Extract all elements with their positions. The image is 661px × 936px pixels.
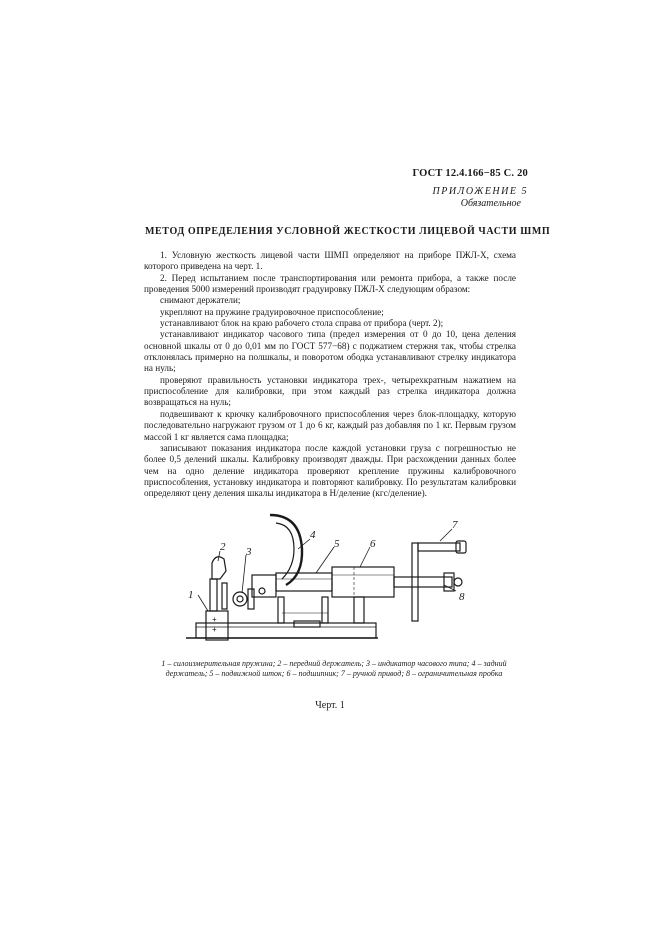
- figure-title: Черт. 1: [315, 700, 345, 711]
- list-item: проверяют правильность установки индикатора трех-, четырехкратным нажатием на приспособление для калибровки, при этом каждый раз стрелка индикатора должна возвращаться на нуль;: [144, 374, 516, 408]
- section-title: МЕТОД ОПРЕДЕЛЕНИЯ УСЛОВНОЙ ЖЕСТКОСТИ ЛИЦЕВОЙ ЧАСТИ ШМП: [145, 226, 551, 237]
- paragraph: 1. Условную жесткость лицевой части ШМП определяют на приборе ПЖЛ-Х, схема которого приведена на черт. 1.: [144, 250, 516, 272]
- svg-text:+: +: [212, 615, 217, 624]
- list-item: устанавливают блок на краю рабочего стола справа от прибора (черт. 2);: [160, 318, 444, 329]
- figure-caption: 1 – силоизмерительная пружина; 2 – передний держатель; 3 – индикатор часового типа; 4 – задний держатель; 5 – подвижной шток; 6 – подшипник; 7 – ручной привод; 8 – ограничительная пробка: [161, 659, 507, 678]
- device-drawing: [182, 505, 482, 655]
- paragraph: 2. Перед испытанием после транспортирования или ремонта прибора, а также после проведения 5000 измерений производят градуировку ПЖЛ-Х следующим образом:: [144, 272, 516, 295]
- list-item: записывают показания индикатора после каждой установки груза с погрешностью не более 0,5 делений шкалы. Калибровку производят дважды. При расхождении данных более чем на одно деление индикатора проверяют крепление пружины калибровочного приспособления, установку индикатора и повторяют калибровку. По результатам калибровки определяют цену деления шкалы индикатора в Н/деление (кгс/деление).: [144, 442, 516, 499]
- svg-text:+: +: [212, 625, 217, 634]
- figure-label-1: 1: [188, 589, 194, 601]
- list-item: подвешивают к крючку калибровочного приспособления через блок-площадку, которую последовательно нагружают грузом от 1 до 6 кг, каждый раз добавляя по 1 кг. Первым грузом массой 1 кг является сама площадка;: [144, 408, 516, 442]
- figure-label-5: 5: [334, 538, 340, 550]
- figure-label-4: 4: [310, 529, 316, 541]
- page-header: ГОСТ 12.4.166−85 С. 20: [412, 168, 528, 179]
- list-item: снимают держатели;: [160, 295, 241, 306]
- figure-label-3: 3: [246, 546, 252, 558]
- figure-label-2: 2: [220, 541, 226, 553]
- body-text: [144, 250, 516, 500]
- figure-label-8: 8: [459, 591, 465, 603]
- appendix-status: Обязательное: [460, 198, 521, 209]
- appendix-label: ПРИЛОЖЕНИЕ 5: [432, 186, 528, 197]
- figure-label-6: 6: [370, 538, 376, 550]
- figure-label-7: 7: [452, 519, 458, 531]
- list-item: укрепляют на пружине градуировочное приспособление;: [160, 306, 384, 317]
- list-item: устанавливают индикатор часового типа (предел измерения от 0 до 10, цена деления основной шкалы от 0 до 0,01 мм по ГОСТ 577−68) с поджатием стержня так, чтобы стрелка отклонялась примерно на полшкалы, и поворотом ободка устанавливают стрелку индикатора на нуль;: [144, 329, 516, 374]
